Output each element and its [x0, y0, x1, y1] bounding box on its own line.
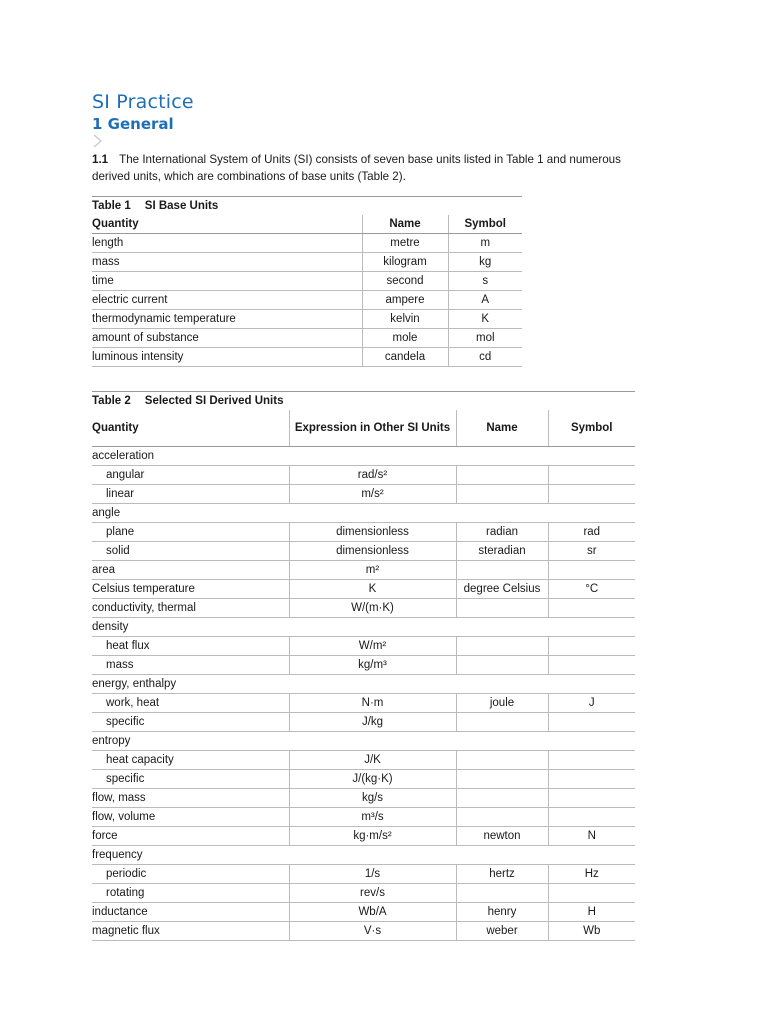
- quantity-cell: plane: [92, 523, 289, 542]
- unit-symbol-cell: [548, 713, 635, 732]
- table-row: [92, 694, 635, 713]
- quantity-cell: work, heat: [92, 694, 289, 713]
- quantity-cell: rotating: [92, 884, 289, 903]
- unit-symbol-cell: [548, 466, 635, 485]
- quantity-cell: linear: [92, 485, 289, 504]
- unit-symbol-cell: cd: [448, 348, 522, 367]
- expression-cell: m³/s: [289, 808, 456, 827]
- unit-symbol-cell: [548, 637, 635, 656]
- quantity-cell: magnetic flux: [92, 922, 289, 941]
- table-group-row: [92, 618, 635, 637]
- table2-header-quantity: Quantity: [92, 410, 289, 447]
- unit-symbol-cell: mol: [448, 329, 522, 348]
- expression-cell: kg·m/s²: [289, 827, 456, 846]
- table2-header-expression: Expression in Other SI Units: [289, 410, 456, 447]
- chevron-right-icon: [92, 134, 104, 148]
- unit-name-cell: kelvin: [362, 310, 448, 329]
- unit-symbol-cell: [548, 485, 635, 504]
- unit-name-cell: [456, 884, 548, 903]
- expression-cell: dimensionless: [289, 523, 456, 542]
- table-group-row: [92, 447, 635, 466]
- expression-cell: kg/s: [289, 789, 456, 808]
- unit-name-cell: [456, 770, 548, 789]
- unit-symbol-cell: Wb: [548, 922, 635, 941]
- unit-name-cell: [456, 637, 548, 656]
- expression-cell: W/(m·K): [289, 599, 456, 618]
- table-group-row: [92, 504, 635, 523]
- table-row: [92, 329, 522, 348]
- unit-symbol-cell: [548, 656, 635, 675]
- unit-name-cell: [456, 485, 548, 504]
- expression-cell: J/(kg·K): [289, 770, 456, 789]
- unit-symbol-cell: N: [548, 827, 635, 846]
- quantity-cell: inductance: [92, 903, 289, 922]
- quantity-group-cell: density: [92, 618, 635, 637]
- unit-name-cell: [456, 466, 548, 485]
- table-row: [92, 348, 522, 367]
- expression-cell: N·m: [289, 694, 456, 713]
- si-base-units-table: [92, 196, 522, 367]
- quantity-cell: time: [92, 272, 362, 291]
- unit-symbol-cell: m: [448, 234, 522, 253]
- table-row: [92, 561, 635, 580]
- table1-caption: [92, 196, 522, 215]
- expression-cell: dimensionless: [289, 542, 456, 561]
- table-row: [92, 827, 635, 846]
- quantity-cell: specific: [92, 770, 289, 789]
- section-heading: 1 General: [92, 115, 174, 133]
- expression-cell: V·s: [289, 922, 456, 941]
- unit-name-cell: [456, 561, 548, 580]
- unit-name-cell: kilogram: [362, 253, 448, 272]
- table-row: [92, 884, 635, 903]
- table-row: [92, 789, 635, 808]
- table-row: [92, 234, 522, 253]
- quantity-cell: length: [92, 234, 362, 253]
- unit-symbol-cell: sr: [548, 542, 635, 561]
- expression-cell: m/s²: [289, 485, 456, 504]
- table2-header-row: [92, 410, 635, 447]
- table-row: [92, 580, 635, 599]
- unit-name-cell: mole: [362, 329, 448, 348]
- table-row: [92, 466, 635, 485]
- paragraph-number: 1.1: [92, 153, 109, 166]
- unit-name-cell: steradian: [456, 542, 548, 561]
- table2-header-symbol: Symbol: [548, 410, 635, 447]
- unit-symbol-cell: Hz: [548, 865, 635, 884]
- table-row: [92, 310, 522, 329]
- table1-header-quantity: Quantity: [92, 215, 362, 234]
- unit-name-cell: [456, 656, 548, 675]
- unit-symbol-cell: [548, 770, 635, 789]
- table-row: [92, 713, 635, 732]
- table-group-row: [92, 846, 635, 865]
- quantity-cell: heat flux: [92, 637, 289, 656]
- table-row: [92, 542, 635, 561]
- expression-cell: m²: [289, 561, 456, 580]
- expression-cell: kg/m³: [289, 656, 456, 675]
- table-row: [92, 922, 635, 941]
- quantity-cell: thermodynamic temperature: [92, 310, 362, 329]
- table-row: [92, 751, 635, 770]
- quantity-group-cell: entropy: [92, 732, 635, 751]
- unit-symbol-cell: kg: [448, 253, 522, 272]
- unit-name-cell: ampere: [362, 291, 448, 310]
- unit-symbol-cell: °C: [548, 580, 635, 599]
- quantity-cell: specific: [92, 713, 289, 732]
- table-row: [92, 291, 522, 310]
- quantity-cell: angular: [92, 466, 289, 485]
- table-row: [92, 903, 635, 922]
- quantity-group-cell: angle: [92, 504, 635, 523]
- si-derived-units-table: [92, 391, 635, 941]
- quantity-cell: flow, volume: [92, 808, 289, 827]
- table-group-row: [92, 675, 635, 694]
- unit-name-cell: degree Celsius: [456, 580, 548, 599]
- expression-cell: 1/s: [289, 865, 456, 884]
- unit-symbol-cell: [548, 808, 635, 827]
- unit-symbol-cell: [548, 751, 635, 770]
- table-row: [92, 272, 522, 291]
- unit-symbol-cell: s: [448, 272, 522, 291]
- expression-cell: K: [289, 580, 456, 599]
- table2-caption-number: Table 2: [92, 395, 131, 407]
- unit-symbol-cell: K: [448, 310, 522, 329]
- table-row: [92, 637, 635, 656]
- expression-cell: J/K: [289, 751, 456, 770]
- unit-name-cell: hertz: [456, 865, 548, 884]
- quantity-cell: periodic: [92, 865, 289, 884]
- table1-header-row: [92, 215, 522, 234]
- quantity-group-cell: acceleration: [92, 447, 635, 466]
- table2-caption-title: Selected SI Derived Units: [144, 395, 284, 407]
- table-group-row: [92, 732, 635, 751]
- unit-name-cell: radian: [456, 523, 548, 542]
- table-row: [92, 770, 635, 789]
- table1-header-name: Name: [362, 215, 448, 234]
- unit-name-cell: [456, 713, 548, 732]
- expression-cell: Wb/A: [289, 903, 456, 922]
- quantity-cell: force: [92, 827, 289, 846]
- unit-name-cell: henry: [456, 903, 548, 922]
- page-title: SI Practice: [92, 91, 194, 113]
- unit-name-cell: [456, 808, 548, 827]
- quantity-cell: mass: [92, 656, 289, 675]
- table2-caption: [92, 391, 635, 410]
- quantity-cell: electric current: [92, 291, 362, 310]
- table-row: [92, 808, 635, 827]
- unit-name-cell: metre: [362, 234, 448, 253]
- quantity-cell: amount of substance: [92, 329, 362, 348]
- table-row: [92, 865, 635, 884]
- unit-name-cell: second: [362, 272, 448, 291]
- quantity-cell: flow, mass: [92, 789, 289, 808]
- unit-name-cell: [456, 789, 548, 808]
- expression-cell: W/m²: [289, 637, 456, 656]
- expression-cell: J/kg: [289, 713, 456, 732]
- unit-symbol-cell: rad: [548, 523, 635, 542]
- unit-symbol-cell: [548, 561, 635, 580]
- quantity-cell: solid: [92, 542, 289, 561]
- table-row: [92, 253, 522, 272]
- unit-name-cell: weber: [456, 922, 548, 941]
- unit-name-cell: [456, 751, 548, 770]
- unit-symbol-cell: H: [548, 903, 635, 922]
- table-row: [92, 523, 635, 542]
- quantity-cell: Celsius temperature: [92, 580, 289, 599]
- unit-name-cell: joule: [456, 694, 548, 713]
- quantity-cell: area: [92, 561, 289, 580]
- quantity-cell: heat capacity: [92, 751, 289, 770]
- table-row: [92, 485, 635, 504]
- expression-cell: rev/s: [289, 884, 456, 903]
- table-row: [92, 599, 635, 618]
- unit-symbol-cell: [548, 599, 635, 618]
- quantity-cell: mass: [92, 253, 362, 272]
- quantity-group-cell: energy, enthalpy: [92, 675, 635, 694]
- unit-symbol-cell: A: [448, 291, 522, 310]
- table1-caption-title: SI Base Units: [144, 200, 219, 212]
- table1-caption-number: Table 1: [92, 200, 131, 212]
- unit-symbol-cell: J: [548, 694, 635, 713]
- table-row: [92, 656, 635, 675]
- quantity-cell: luminous intensity: [92, 348, 362, 367]
- unit-name-cell: newton: [456, 827, 548, 846]
- unit-symbol-cell: [548, 789, 635, 808]
- unit-symbol-cell: [548, 884, 635, 903]
- intro-paragraph: [92, 151, 640, 185]
- paragraph-text: The International System of Units (SI) consists of seven base units listed in Table 1 and numerous derived units, which are combinations of base units (Table 2).: [92, 153, 621, 183]
- unit-name-cell: [456, 599, 548, 618]
- quantity-cell: conductivity, thermal: [92, 599, 289, 618]
- expression-cell: rad/s²: [289, 466, 456, 485]
- unit-name-cell: candela: [362, 348, 448, 367]
- quantity-group-cell: frequency: [92, 846, 635, 865]
- table1-header-symbol: Symbol: [448, 215, 522, 234]
- table2-header-name: Name: [456, 410, 548, 447]
